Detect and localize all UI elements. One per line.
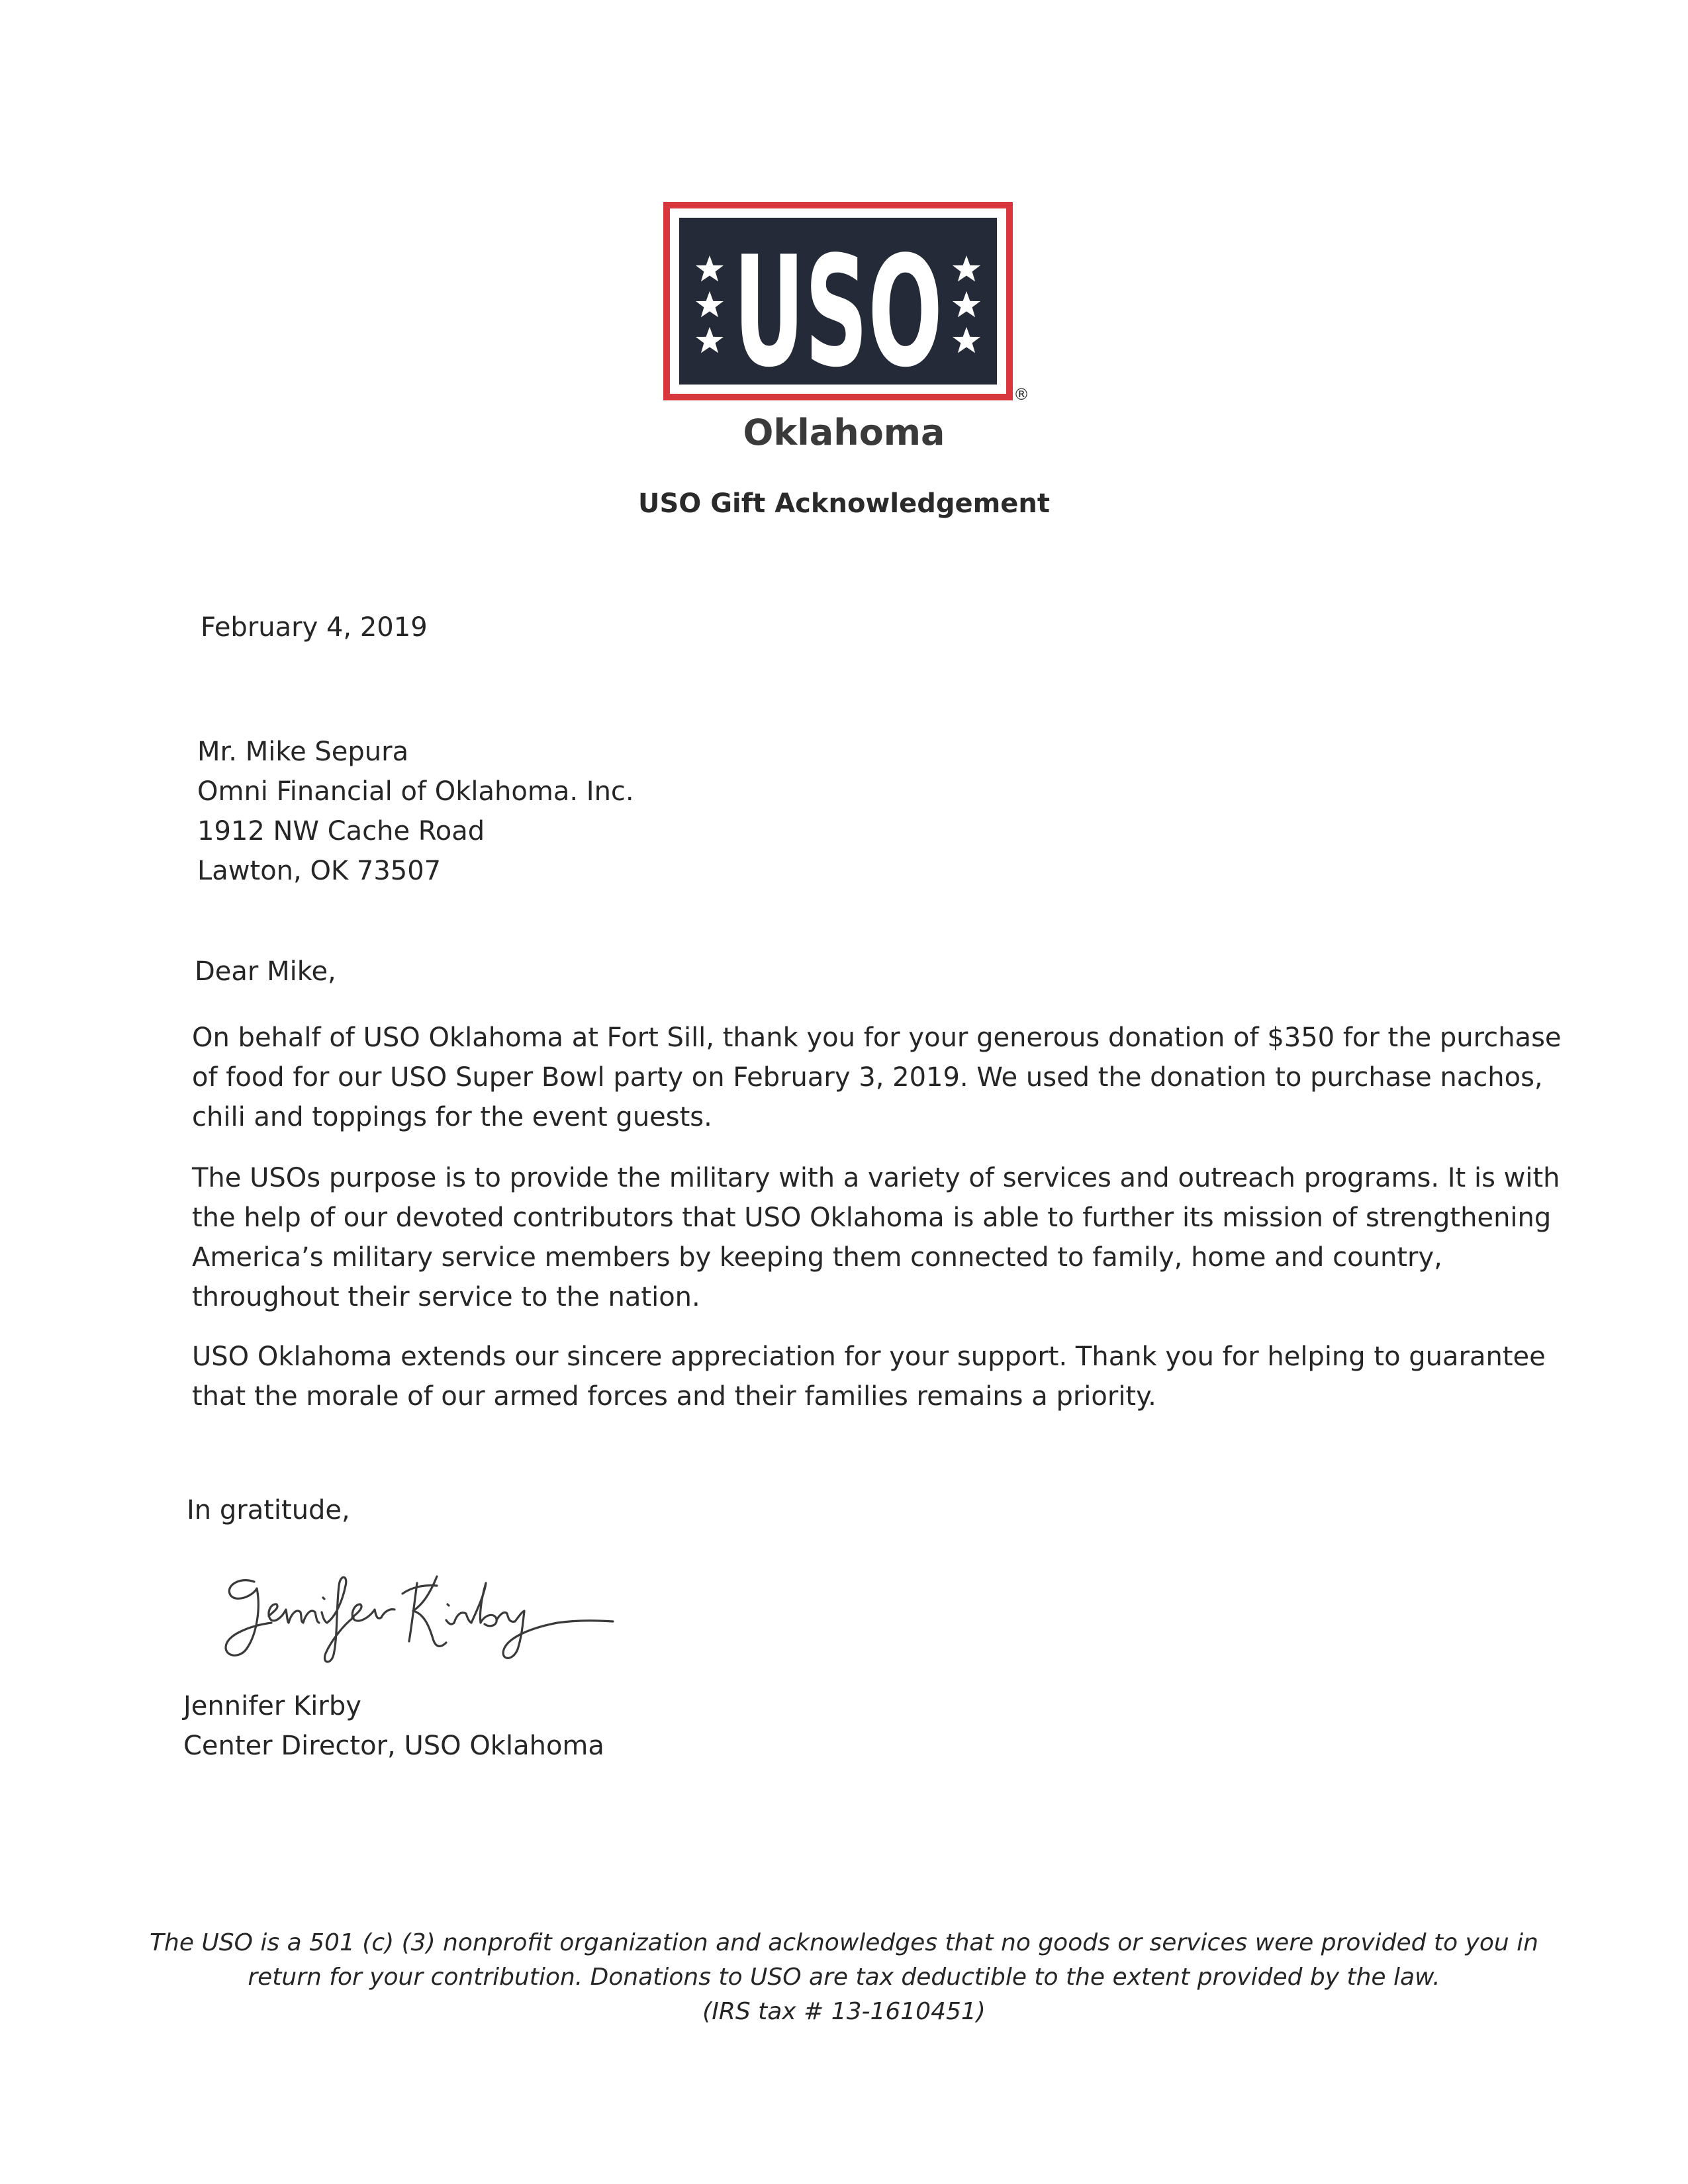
paragraph-line: throughout their service to the nation. [192, 1282, 700, 1312]
paragraph-line: that the morale of our armed forces and their families remains a priority. [192, 1381, 1156, 1412]
uso-logo [663, 202, 1013, 400]
handwritten-signature [213, 1557, 637, 1669]
closing: In gratitude, [187, 1495, 350, 1525]
recipient-city: Lawton, OK 73507 [197, 856, 442, 886]
signer-title: Center Director, USO Oklahoma [183, 1731, 604, 1761]
footer-line: return for your contribution. Donations to USO are tax deductible to the extent provided by the law. [248, 1964, 1440, 1991]
recipient-company: Omni Financial of Oklahoma. Inc. [197, 776, 634, 807]
footer-line: (IRS tax # 13-1610451) [702, 1998, 986, 2025]
recipient-street: 1912 NW Cache Road [197, 816, 485, 846]
paragraph-line: USO Oklahoma extends our sincere appreciation for your support. Thank you for helping to guarantee [192, 1342, 1546, 1372]
footer-line: The USO is a 501 (c) (3) nonprofit organization and acknowledges that no goods or services were provided to you in [150, 1929, 1538, 1956]
letter-date: February 4, 2019 [201, 612, 428, 643]
paragraph-line: America’s military service members by keeping them connected to family, home and country, [192, 1242, 1442, 1273]
registered-mark: ® [1013, 385, 1029, 404]
paragraph-line: The USOs purpose is to provide the military with a variety of services and outreach programs. It is with [192, 1163, 1560, 1193]
recipient-name: Mr. Mike Sepura [197, 737, 409, 767]
paragraph-line: of food for our USO Super Bowl party on February 3, 2019. We used the donation to purchase nachos, [192, 1062, 1543, 1093]
body-paragraph-1 [192, 1018, 1562, 1137]
recipient-address [197, 732, 634, 891]
logo-text: USO [733, 224, 943, 400]
signer-block [183, 1686, 604, 1766]
tax-disclaimer-footer [0, 1926, 1688, 2029]
document-title: USO Gift Acknowledgement [637, 488, 1051, 519]
paragraph-line: the help of our devoted contributors that USO Oklahoma is able to further its mission of strengthening [192, 1203, 1552, 1233]
body-paragraph-3 [192, 1337, 1546, 1416]
body-paragraph-2 [192, 1158, 1560, 1317]
signer-name: Jennifer Kirby [183, 1691, 361, 1721]
paragraph-line: chili and toppings for the event guests. [192, 1102, 712, 1132]
salutation: Dear Mike, [195, 956, 336, 987]
org-name: Oklahoma [743, 412, 945, 453]
uso-logo-graphic [663, 202, 1013, 400]
paragraph-line: On behalf of USO Oklahoma at Fort Sill, thank you for your generous donation of $350 for the purchase [192, 1023, 1562, 1053]
